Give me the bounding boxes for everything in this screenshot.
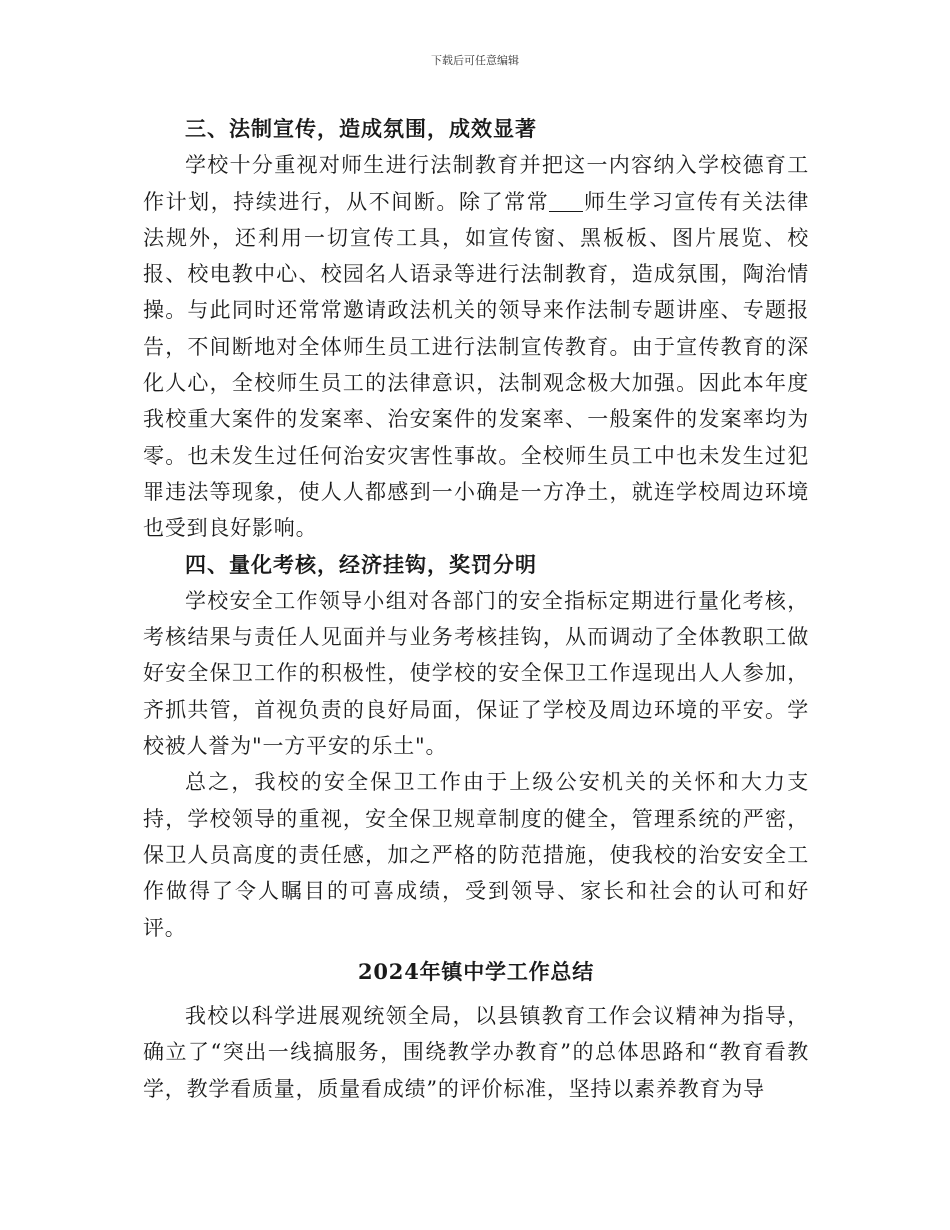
section-3-heading: 三、法制宣传，造成氛围，成效显著 [185, 116, 537, 141]
section-3-text-start: 学校十分重视对师生进行法制教育并把这一内容纳入学校德育工作计划，持续进行，从不间断。除了常常 [143, 153, 809, 214]
section-4-heading: 四、量化考核，经济挂钩，奖罚分明 [185, 551, 537, 577]
section-3-paragraph [143, 147, 809, 546]
next-document-title: 2024年镇中学工作总结 [357, 958, 595, 984]
document-body [143, 111, 809, 1107]
section-4-paragraph: 学校安全工作领导小组对各部门的安全指标定期进行量化考核，考核结果与责任人见面并与业务考核挂钩，从而调动了全体教职工做好安全保卫工作的积极性，使学校的安全保卫工作逞现出人人参加，齐抓共管，首视负责的良好局面，保证了学校及周边环境的平安。学校被人誉为"一方平安的乐土"。 [143, 588, 809, 759]
summary-paragraph: 总之，我校的安全保卫工作由于上级公安机关的关怀和大力支持，学校领导的重视，安全保卫规章制度的健全，管理系统的严密，保卫人员高度的责任感，加之严格的防范措施，使我校的治安安全工作做得了令人瞩目的可喜成绩，受到领导、家长和社会的认可和好评。 [143, 770, 809, 940]
fill-in-blank [549, 190, 583, 212]
section-3-text-end: 师生学习宣传有关法律法规外，还利用一切宣传工具，如宣传窗、黑板板、图片展览、校报、校电教中心、校园名人语录等进行法制教育，造成氛围，陶治情操。与此同时还常常邀请政法机关的领导来作法制专题讲座、专题报告，不间断地对全体师生员工进行法制宣传教育。由于宣传教育的深化人心，全校师生员工的法律意识，法制观念极大加强。因此本年度我校重大案件的发案率、治安案件的发案率、一般案件的发案率均为零。也未发生过任何治安灾害性事故。全校师生员工中也未发生过犯罪违法等现象，使人人都感到一小确是一方净土，就连学校周边环境也受到良好影响。 [143, 189, 809, 541]
next-document-paragraph: 我校以科学进展观统领全局，以县镇教育工作会议精神为指导，确立了“突出一线搞服务，围绕教学办教育”的总体思路和“教育看教学，教学看质量，质量看成绩”的评价标准，坚持以素养教育为导 [143, 1004, 809, 1101]
header-note: 下载后可任意编辑 [431, 54, 519, 67]
